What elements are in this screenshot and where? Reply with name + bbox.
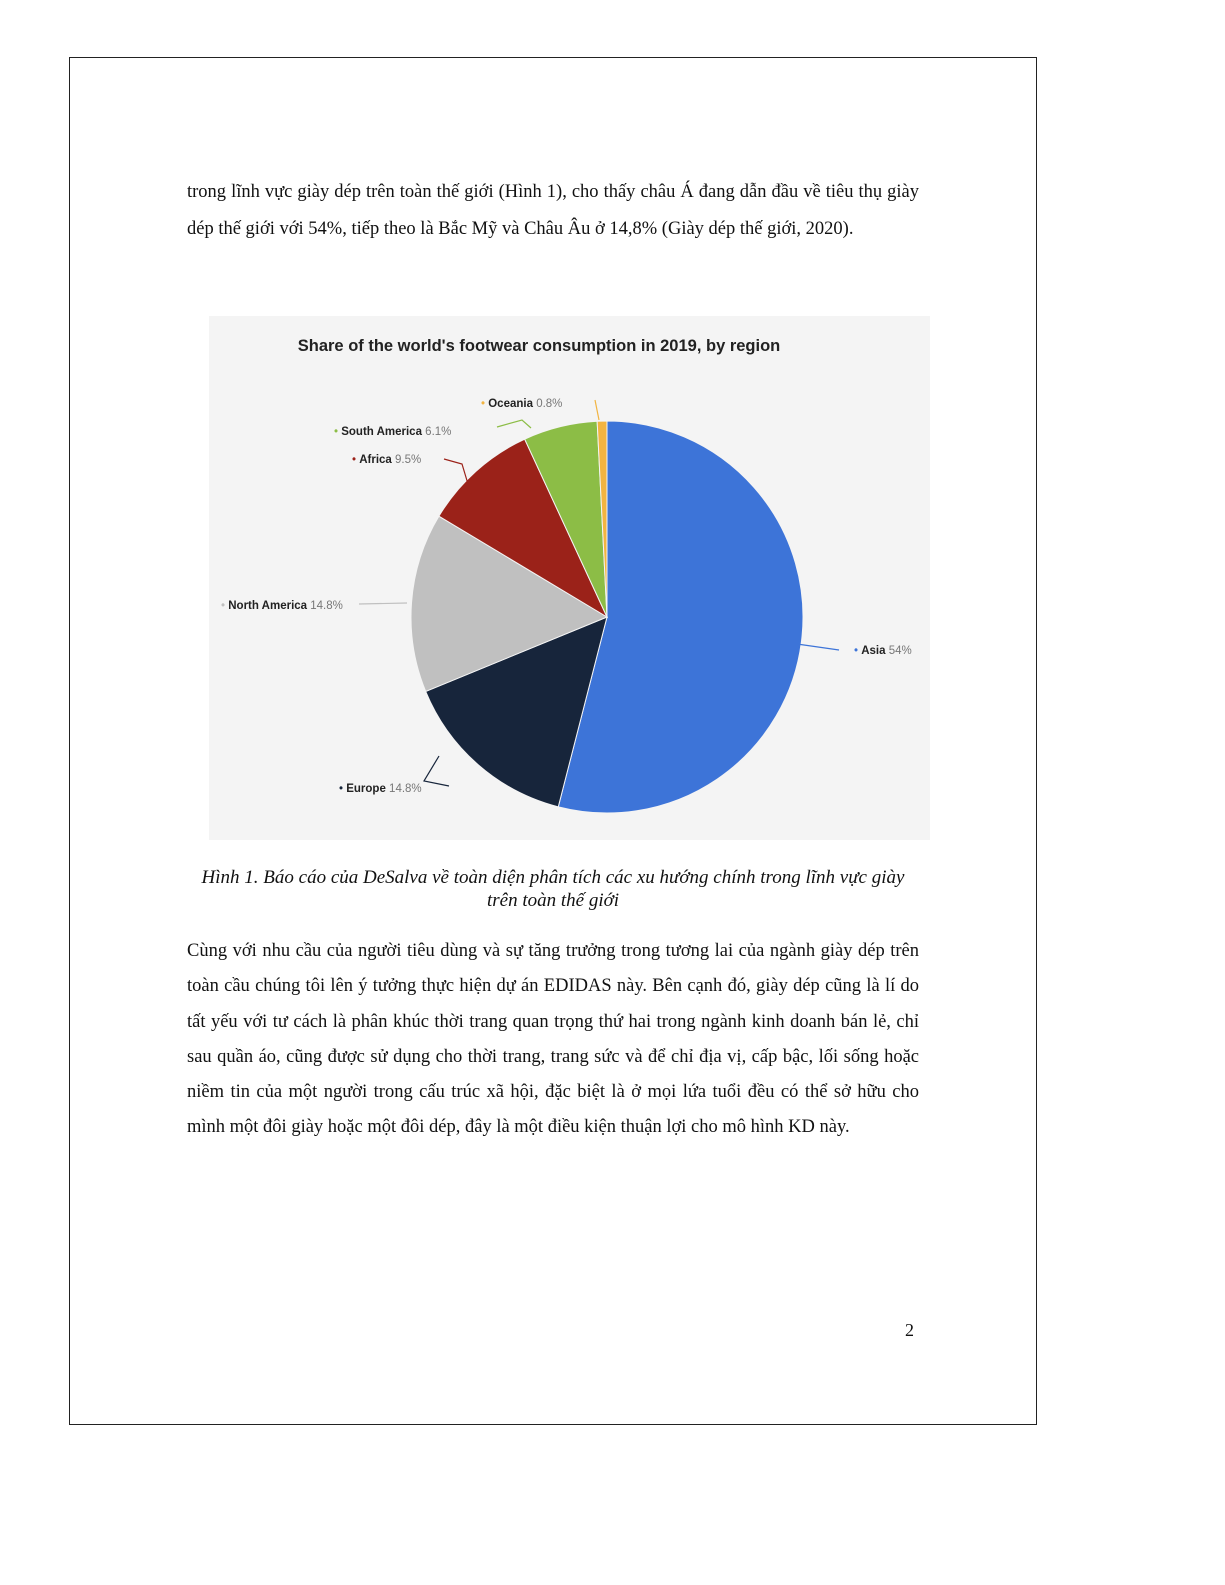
data-label: • Europe 14.8% xyxy=(339,783,422,795)
data-label: • Asia 54% xyxy=(854,645,912,657)
figure-caption: Hình 1. Báo cáo của DeSalva về toàn diện phân tích các xu hướng chính trong lĩnh vực giày trên toàn thế giới xyxy=(201,867,905,911)
leader-line xyxy=(497,420,531,428)
leader-line xyxy=(359,603,407,604)
leader-line xyxy=(797,644,839,650)
data-label: • Oceania 0.8% xyxy=(481,398,563,410)
paragraph-intro: trong lĩnh vực giày dép trên toàn thế giới (Hình 1), cho thấy châu Á đang dẫn đầu về tiêu thụ giày dép thế giới với 54%, tiếp theo là Bắc Mỹ và Châu Âu ở 14,8% (Giày dép thế giới, 2020). xyxy=(187,182,919,239)
data-label: • Africa 9.5% xyxy=(352,454,422,466)
data-label: • South America 6.1% xyxy=(334,426,452,438)
chart-title: Share of the world's footwear consumption in 2019, by region xyxy=(297,337,781,355)
data-label: • North America 14.8% xyxy=(221,600,343,612)
pie-chart-svg xyxy=(209,316,930,840)
paragraph-body: Cùng với nhu cầu của người tiêu dùng và sự tăng trưởng trong tương lai của ngành giày dép trên toàn cầu chúng tôi lên ý tưởng thực hiện dự án EDIDAS này. Bên cạnh đó, giày dép cũng là lí do tất yếu với tư cách là phân khúc thời trang quan trọng thứ hai trong ngành kinh doanh bán lẻ, chỉ sau quần áo, cũng được sử dụng cho thời trang, trang sức và để chỉ địa vị, cấp bậc, lối sống hoặc niềm tin của một người trong cấu trúc xã hội, đặc biệt là ở mọi lứa tuổi đều có thể sở hữu cho mình một đôi giày hoặc một đôi dép, đây là một điều kiện thuận lợi cho mô hình KD này. xyxy=(187,941,919,1138)
leader-line xyxy=(424,756,449,786)
leader-line xyxy=(595,400,599,420)
pie-chart xyxy=(209,316,930,840)
page-number: 2 xyxy=(905,1320,914,1340)
